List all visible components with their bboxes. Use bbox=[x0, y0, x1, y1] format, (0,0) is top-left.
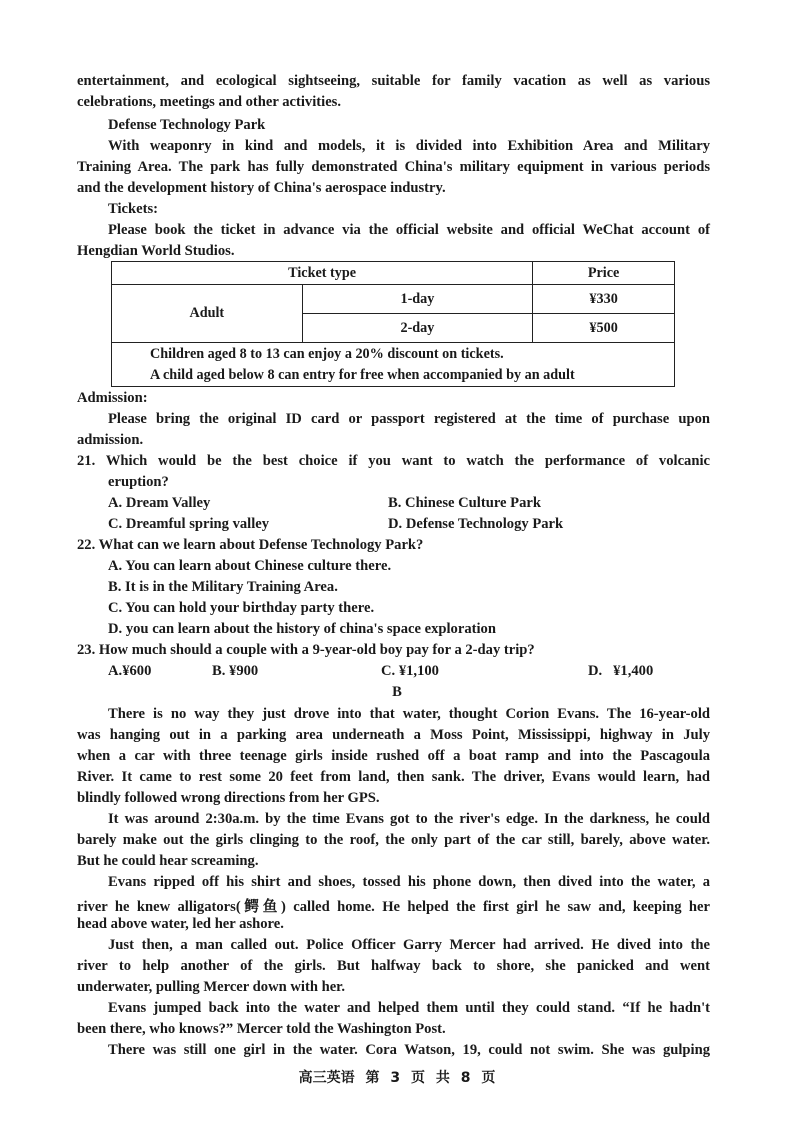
ticket-table bbox=[111, 261, 675, 387]
ticket-duration: 2-day bbox=[302, 314, 533, 343]
option-b: B. ¥900 bbox=[212, 663, 259, 679]
paragraph-line: With weaponry in kind and models, it is divided into Exhibition Area and Military bbox=[108, 138, 710, 154]
section-heading: Admission: bbox=[77, 390, 148, 406]
paragraph-line: There is no way they just drove into that water, thought Corion Evans. The 16-year-old bbox=[108, 706, 710, 722]
table-header-type: Ticket type bbox=[112, 262, 533, 285]
paragraph-line: river to help another of the girls. But halfway back to shore, she panicked and went bbox=[77, 958, 710, 974]
question-stem: 22. What can we learn about Defense Technology Park? bbox=[77, 537, 424, 553]
paragraph-line: admission. bbox=[77, 432, 144, 448]
option-a: A.¥600 bbox=[108, 663, 152, 679]
ticket-notes bbox=[112, 343, 675, 387]
paragraph-line: It was around 2:30a.m. by the time Evans got to the river's edge. In the darkness, he could bbox=[108, 811, 710, 827]
ticket-note: Children aged 8 to 13 can enjoy a 20% discount on tickets. bbox=[150, 345, 504, 362]
paragraph-line: Hengdian World Studios. bbox=[77, 243, 235, 259]
question-stem: 21. Which would be the best choice if you want to watch the performance of volcanic bbox=[77, 453, 710, 469]
ticket-note: A child aged below 8 can entry for free when accompanied by an adult bbox=[150, 366, 575, 383]
footer-page-number: 第 3 页 bbox=[365, 1070, 425, 1086]
section-heading: Tickets: bbox=[108, 201, 158, 217]
option-b: B. Chinese Culture Park bbox=[388, 495, 541, 511]
ticket-duration: 1-day bbox=[302, 285, 533, 314]
paragraph-line: Evans jumped back into the water and helped them until they could stand. “If he hadn't bbox=[108, 1000, 710, 1016]
paragraph-line: when a car with three teenage girls inside rushed off a boat ramp and into the Pascagoula bbox=[77, 748, 710, 764]
ticket-price: ¥330 bbox=[533, 285, 675, 314]
intro-line: entertainment, and ecological sightseeing, suitable for family vacation as well as various bbox=[77, 73, 710, 89]
paragraph-line: Just then, a man called out. Police Officer Garry Mercer had arrived. He dived into the bbox=[108, 937, 710, 953]
option-a: A. Dream Valley bbox=[108, 495, 211, 511]
question-stem: 23. How much should a couple with a 9-year-old boy pay for a 2-day trip? bbox=[77, 642, 535, 658]
option-a: A. You can learn about Chinese culture there. bbox=[108, 558, 392, 574]
paragraph-line: underwater, pulling Mercer down with her. bbox=[77, 979, 345, 995]
option-c: C. ¥1,100 bbox=[381, 663, 439, 679]
option-d: D. you can learn about the history of china's space exploration bbox=[108, 621, 496, 637]
paragraph-line: river he knew alligators(鳄鱼) called home. He helped the first girl he saw and, keeping her bbox=[77, 899, 710, 915]
question-stem: eruption? bbox=[108, 474, 169, 490]
ticket-price: ¥500 bbox=[533, 314, 675, 343]
paragraph-line: Please bring the original ID card or passport registered at the time of purchase upon bbox=[108, 411, 710, 427]
paragraph-line: and the development history of China's aerospace industry. bbox=[77, 180, 446, 196]
paragraph-line: barely make out the girls clinging to the roof, the only part of the car still, barely, above water. bbox=[77, 832, 710, 848]
paragraph-line: Training Area. The park has fully demonstrated China's military equipment in various periods bbox=[77, 159, 710, 175]
option-d: D. Defense Technology Park bbox=[388, 516, 564, 532]
paragraph-line: Please book the ticket in advance via the official website and official WeChat account of bbox=[108, 222, 710, 238]
footer-subject: 高三英语 bbox=[298, 1070, 355, 1086]
option-d: D. ¥1,400 bbox=[588, 663, 654, 679]
option-b: B. It is in the Military Training Area. bbox=[108, 579, 338, 595]
section-label: B bbox=[392, 684, 402, 700]
paragraph-line: Evans ripped off his shirt and shoes, tossed his phone down, then dived into the water, a bbox=[108, 874, 710, 890]
paragraph-line: But he could hear screaming. bbox=[77, 853, 259, 869]
footer-page-total: 共 8 页 bbox=[435, 1070, 496, 1086]
paragraph-line: been there, who knows?” Mercer told the Washington Post. bbox=[77, 1021, 446, 1037]
paragraph-line: blindly followed wrong directions from her GPS. bbox=[77, 790, 380, 806]
paragraph-line: There was still one girl in the water. Cora Watson, 19, could not swim. She was gulping bbox=[108, 1042, 710, 1058]
paragraph-line: head above water, led her ashore. bbox=[77, 916, 284, 932]
page-footer bbox=[0, 1067, 794, 1087]
ticket-category: Adult bbox=[112, 285, 303, 343]
table-header-price: Price bbox=[533, 262, 675, 285]
paragraph-line: River. It came to rest some 20 feet from land, then sank. The driver, Evans would learn, had bbox=[77, 769, 710, 785]
intro-line: celebrations, meetings and other activities. bbox=[77, 94, 341, 110]
paragraph-line: was hanging out in a parking area underneath a Moss Point, Mississippi, highway in July bbox=[77, 727, 710, 743]
option-c: C. Dreamful spring valley bbox=[108, 516, 270, 532]
section-heading: Defense Technology Park bbox=[108, 117, 266, 133]
option-c: C. You can hold your birthday party there. bbox=[108, 600, 375, 616]
